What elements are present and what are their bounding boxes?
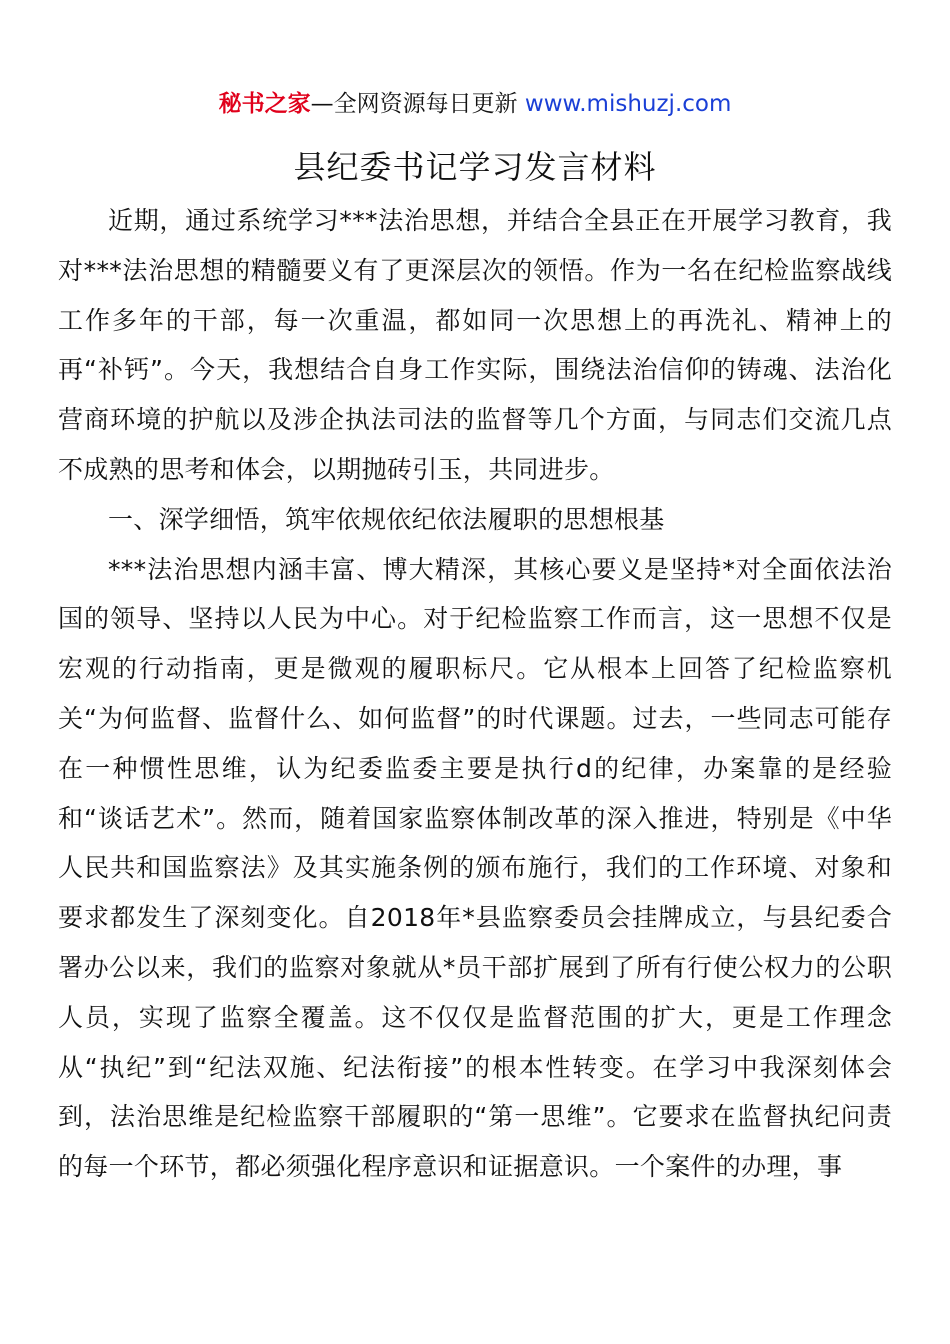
document-body <box>58 196 892 1192</box>
section-heading: 一、深学细悟，筑牢依规依纪依法履职的思想根基 <box>108 504 665 534</box>
site-url-link[interactable]: www.mishuzj.com <box>524 91 732 117</box>
document-title: 县纪委书记学习发言材料 <box>293 148 657 186</box>
brand-name: 秘书之家 <box>218 91 311 117</box>
intro-paragraph: 近期，通过系统学习***法治思想，并结合全县正在开展学习教育，我对***法治思想的精髓要义有了更深层次的领悟。作为一名在纪检监察战线工作多年的干部，每一次重温，都如同一次思想上的再洗礼、精神上的再“补钙”。今天，我想结合自身工作实际，围绕法治信仰的铸魂、法治化营商环境的护航以及涉企执法司法的监督等几个方面，与同志们交流几点不成熟的思考和体会，以期抛砖引玉，共同进步。 <box>58 206 892 484</box>
body-paragraph: ***法治思想内涵丰富、博大精深，其核心要义是坚持*对全面依法治国的领导、坚持以人民为中心。对于纪检监察工作而言，这一思想不仅是宏观的行动指南，更是微观的履职标尺。它从根本上回答了纪检监察机关“为何监督、监督什么、如何监督”的时代课题。过去，一些同志可能存在一种惯性思维，认为纪委监委主要是执行d的纪律，办案靠的是经验和“谈话艺术”。然而，随着国家监察体制改革的深入推进，特别是《中华人民共和国监察法》及其实施条例的颁布施行，我们的工作环境、对象和要求都发生了深刻变化。自2018年*县监察委员会挂牌成立，与县纪委合署办公以来，我们的监察对象就从*员干部扩展到了所有行使公权力的公职人员，实现了监察全覆盖。这不仅仅是监督范围的扩大，更是工作理念从“执纪”到“纪法双施、纪法衔接”的根本性转变。在学习中我深刻体会到，法治思维是纪检监察干部履职的“第一思维”。它要求在监督执纪问责的每一个环节，都必须强化程序意识和证据意识。一个案件的办理，事 <box>58 554 892 1182</box>
banner-slogan: —全网资源每日更新 <box>310 91 518 117</box>
site-banner <box>0 88 950 120</box>
